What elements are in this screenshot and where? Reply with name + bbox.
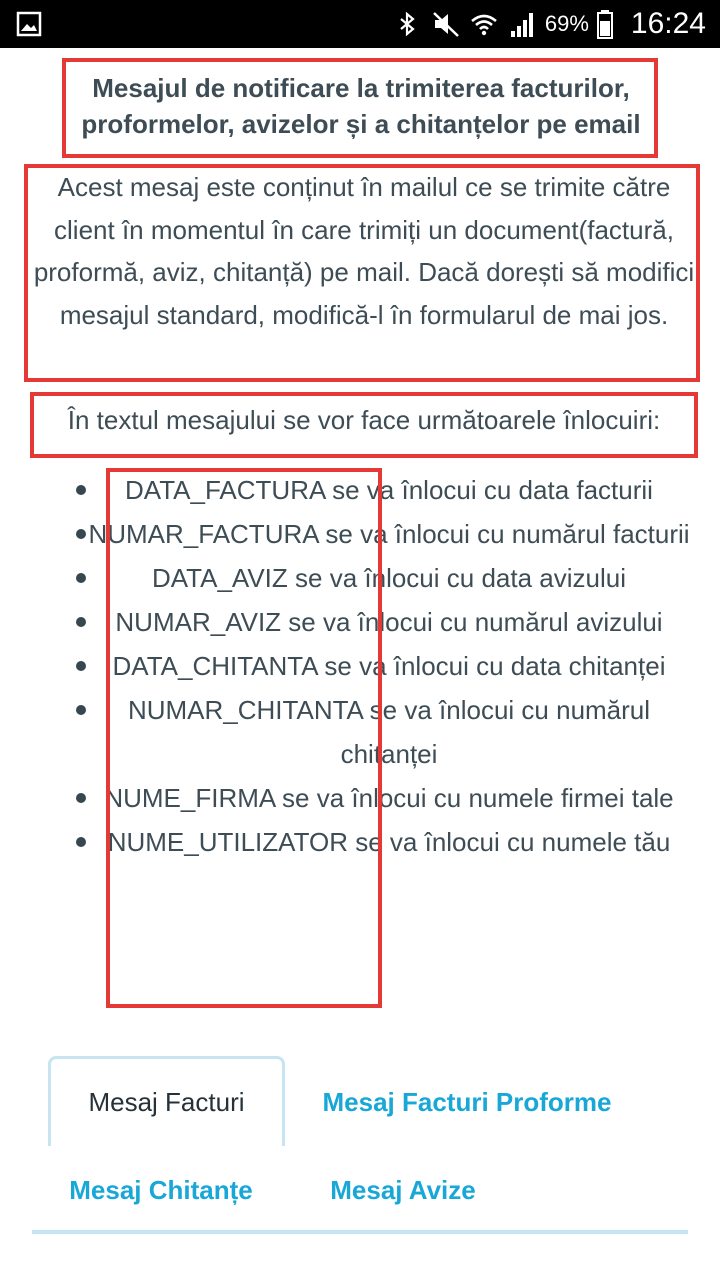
wifi-icon [469, 9, 499, 39]
bullet-icon [76, 793, 86, 803]
battery-icon [597, 9, 613, 39]
token-name: DATA_AVIZ [151, 563, 288, 593]
status-bar [0, 0, 720, 48]
bullet-icon [76, 573, 86, 583]
clock: 16:24 [630, 7, 706, 40]
gallery-icon [16, 11, 42, 37]
tab-mesaj-facturi-proforme[interactable]: Mesaj Facturi Proforme [322, 1086, 612, 1117]
list-item [72, 468, 692, 512]
token-description: se va înlocui cu data chitanței [317, 651, 666, 681]
token-name: NUMAR_CHITANTA [127, 695, 363, 725]
list-item [72, 556, 692, 600]
bullet-icon [76, 837, 86, 847]
list-item [72, 644, 692, 688]
bluetooth-icon [393, 9, 423, 39]
token-name: NUME_FIRMA [104, 783, 275, 813]
list-item [72, 512, 692, 556]
token-name: NUME_UTILIZATOR [107, 827, 348, 857]
list-item [72, 776, 692, 820]
token-description: se va înlocui cu numărul avizului [281, 607, 663, 637]
tab-mesaj-facturi[interactable]: Mesaj Facturi [48, 1056, 285, 1146]
tabs-divider [32, 1230, 688, 1234]
signal-icon [507, 9, 537, 39]
replacements-title: În textul mesajului se vor face următoarele înlocuiri: [67, 405, 661, 435]
description-text: Acest mesaj este conținut în mailul ce se trimite către client în momentul în care trimiți un document(factură, proformă, aviz, chitanță) pe mail. Dacă dorești să modifici mesajul standard, modifică-l în formularul de mai jos. [33, 172, 695, 330]
bullet-icon [76, 485, 86, 495]
token-name: DATA_FACTURA [125, 475, 325, 505]
bullet-icon [76, 705, 86, 715]
tab-mesaj-avize[interactable]: Mesaj Avize [330, 1174, 476, 1205]
replacements-list [72, 468, 692, 864]
list-item [72, 600, 692, 644]
token-name: NUMAR_FACTURA [88, 519, 319, 549]
battery-percent: 69% [544, 11, 589, 36]
token-description: se va înlocui cu numărul chitanței [340, 695, 651, 769]
token-description: se va înlocui cu data facturii [324, 475, 653, 505]
mute-icon [431, 9, 461, 39]
list-item [72, 688, 692, 776]
page-title: Mesajul de notificare la trimiterea facturilor, proformelor, avizelor și a chitanțelor pe email [81, 73, 641, 139]
bullet-icon [76, 529, 86, 539]
token-name: DATA_CHITANTA [112, 651, 318, 681]
bullet-icon [76, 617, 86, 627]
message-tabs [32, 1056, 688, 1236]
list-item [72, 820, 692, 864]
bullet-icon [76, 661, 86, 671]
token-description: se va înlocui cu numele firmei tale [274, 783, 674, 813]
token-description: se va înlocui cu numărul facturii [318, 519, 690, 549]
token-name: NUMAR_AVIZ [115, 607, 282, 637]
token-description: se va înlocui cu numele tău [348, 827, 671, 857]
token-description: se va înlocui cu data avizului [287, 563, 626, 593]
tab-mesaj-chitante[interactable]: Mesaj Chitanțe [69, 1174, 253, 1205]
